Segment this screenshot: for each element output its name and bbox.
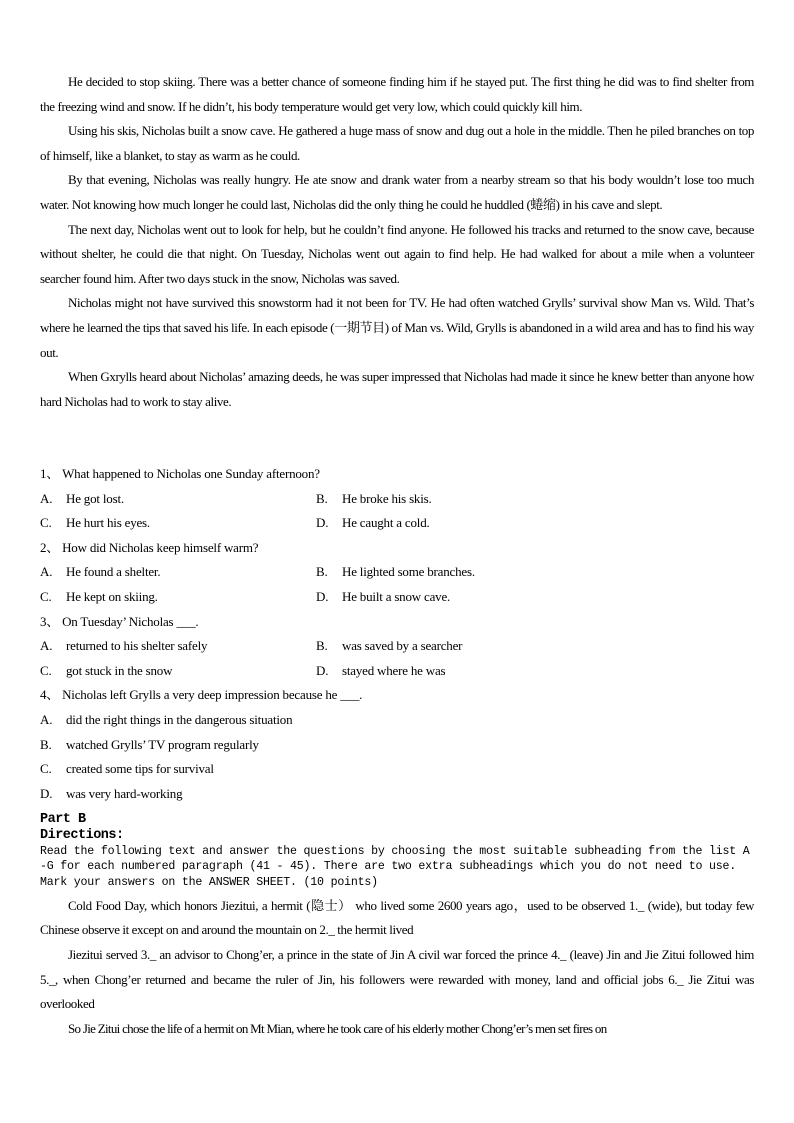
option-label: C. [40,515,52,531]
question-1-number: 1、 [40,466,60,481]
part-b-paragraph-1: Cold Food Day, which honors Jiezitui, a hermit (隐士） who lived some 2600 years ago，used to be observed 1._ (wide), but today few Chinese observe it except on and around the mountain on 2._ the hermit lived [40,897,754,938]
option-text: He got lost. [66,490,124,506]
question-3-number: 3、 [40,613,60,629]
option-text: He caught a cold. [342,515,430,531]
option-text: created some tips for survival [66,761,214,777]
option-text: returned to his shelter safely [66,638,208,654]
reading-passage [40,70,754,414]
part-b-section [40,812,754,1041]
question-3-options-row-2 [40,659,754,684]
option-label: C. [40,588,52,604]
question-1-options-row-2 [40,511,754,536]
passage-paragraph-2: Using his skis, Nicholas built a snow cave. He gathered a huge mass of snow and dug out a hole in the middle. Then he piled branches on top of himself, like a blanket, to stay as warm as he could. [40,123,754,163]
question-2-options-row-1 [40,560,754,585]
question-3-stem [40,610,754,635]
option-label: A. [40,564,53,580]
question-3-options-row-1 [40,634,754,659]
part-b-paragraph-2: Jiezitui served 3._ an advisor to Chong’er, a prince in the state of Jin A civil war forced the prince 4._ (leave) Jin and Jie Zitui followed him 5._, when Chong’er returned and became the ruler of Jin, his followers were rewarded with money, land and official jobs 6._ Jie Zitui was overlooked [40,947,754,1012]
option-label: A. [40,490,53,506]
option-text: did the right things in the dangerous situation [66,711,293,727]
question-3-text: On Tuesday’ Nicholas ___. [62,613,199,629]
question-2-option-c [40,585,316,610]
question-4-option-a [40,708,754,733]
option-label: A. [40,711,53,727]
option-label: C. [40,761,52,777]
option-text: got stuck in the snow [66,662,173,678]
option-text: He broke his skis. [342,490,432,506]
directions-text: Read the following text and answer the questions by choosing the most suitable subheading from the list A -G for each numbered paragraph (41 - 45). There are two extra subheadings which you do not need to use. Mark your answers on the ANSWER SHEET. (10 points) [40,845,750,889]
question-1-options-row-1 [40,487,754,512]
question-1-stem [40,462,754,487]
question-3-option-c [40,659,316,684]
passage-paragraph-5: Nicholas might not have survived this snowstorm had it not been for TV. He had often watched Grylls’ survival show Man vs. Wild. That’s where he learned the tips that saved his life. In each episode (一期节目) of Man vs. Wild, Grylls is abandoned in a wild area and has to find his way out. [40,295,754,360]
questions-section [40,462,754,806]
question-3-option-d [316,659,754,684]
question-4-number: 4、 [40,687,60,703]
option-text: watched Grylls’ TV program regularly [66,736,259,752]
option-label: D. [316,515,329,531]
question-2 [40,536,754,610]
passage-paragraph-6: When Gxrylls heard about Nicholas’ amazing deeds, he was super impressed that Nicholas had made it since he knew better than anyone how hard Nicholas had to work to stay alive. [40,369,754,409]
question-2-option-d [316,585,754,610]
question-3 [40,610,754,684]
directions-label: Directions: [40,828,124,843]
question-2-options-row-2 [40,585,754,610]
part-b-paragraph-3: So Jie Zitui chose the life of a hermit on Mt Mian, where he took care of his elderly mother Chong’er’s men set fires on [68,1020,607,1036]
passage-paragraph-1: He decided to stop skiing. There was a better chance of someone finding him if he stayed put. The first thing he did was to find shelter from the freezing wind and snow. If he didn’t, his body temperature would get very low, which could quickly kill him. [40,74,754,114]
question-4-option-b [40,733,754,758]
question-1-text: What happened to Nicholas one Sunday afternoon? [62,466,320,481]
passage-paragraph-3: By that evening, Nicholas was really hungry. He ate snow and drank water from a nearby stream so that his body wouldn’t lose too much water. Not knowing how much longer he could last, Nicholas did the only thing he could he huddled (蜷缩) in his cave and slept. [40,172,754,212]
option-label: D. [40,785,53,801]
question-4-option-d [40,782,754,807]
question-2-option-b [316,560,754,585]
option-text: He hurt his eyes. [66,515,150,531]
question-1-option-b [316,487,754,512]
question-4-option-c [40,757,754,782]
question-1 [40,462,754,536]
option-text: stayed where he was [342,662,446,678]
question-2-stem [40,536,754,561]
question-1-option-a [40,487,316,512]
question-4 [40,683,754,806]
option-text: He found a shelter. [66,564,161,580]
option-label: D. [316,662,329,678]
question-2-number: 2、 [40,539,60,555]
option-label: B. [40,736,52,752]
option-text: was very hard-working [66,785,183,801]
question-1-option-d [316,511,754,536]
question-3-option-b [316,634,754,659]
question-3-option-a [40,634,316,659]
question-4-text: Nicholas left Grylls a very deep impression because he ___. [62,687,363,703]
option-label: A. [40,638,53,654]
option-label: B. [316,638,328,654]
option-text: He built a snow cave. [342,588,451,604]
question-1-option-c [40,511,316,536]
part-b-heading: Part B [40,812,86,827]
option-text: He kept on skiing. [66,588,158,604]
option-label: B. [316,490,328,506]
option-text: He lighted some branches. [342,564,475,580]
option-label: C. [40,662,52,678]
question-2-text: How did Nicholas keep himself warm? [62,539,259,555]
question-4-stem [40,683,754,708]
question-2-option-a [40,560,316,585]
option-text: was saved by a searcher [342,638,463,654]
option-label: D. [316,588,329,604]
option-label: B. [316,564,328,580]
passage-paragraph-4: The next day, Nicholas went out to look for help, but he couldn’t find anyone. He followed his tracks and returned to the snow cave, because without shelter, he could die that night. On Tuesday, Nicholas went out again to find help. He had walked for about a mile when a volunteer searcher found him. After two days stuck in the snow, Nicholas was saved. [40,221,754,286]
